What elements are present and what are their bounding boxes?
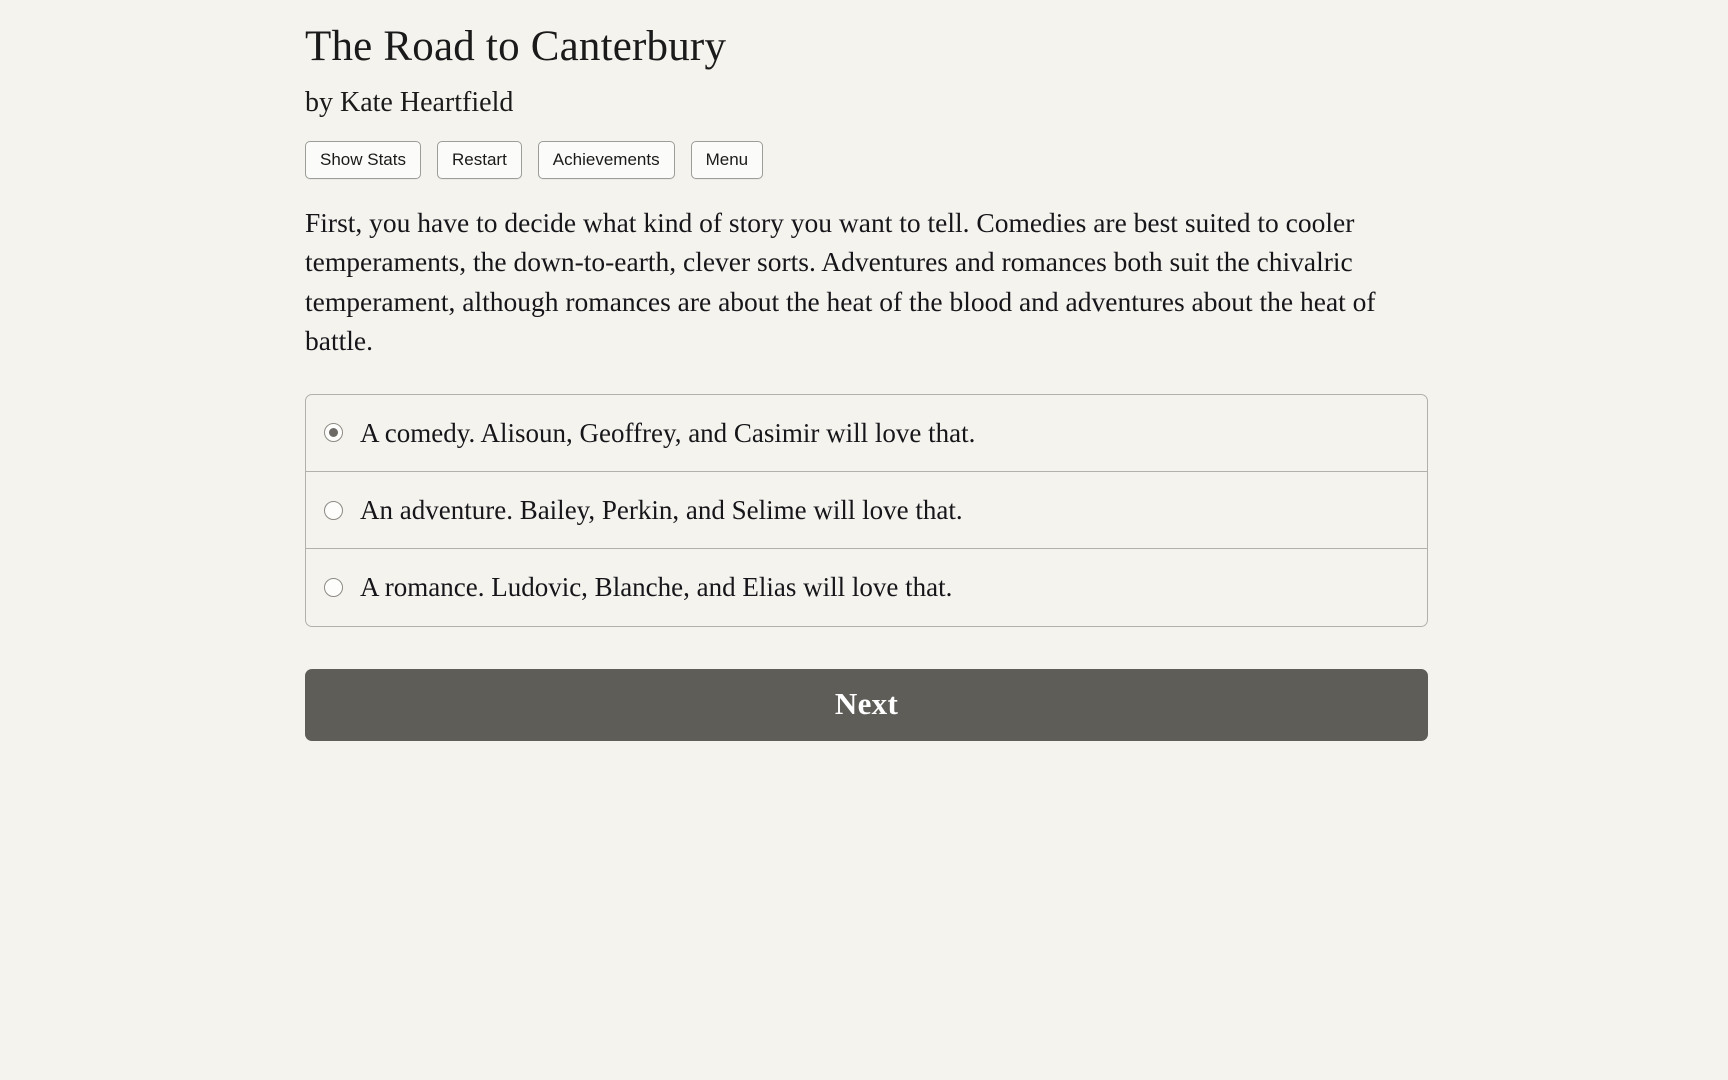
choice-label: An adventure. Bailey, Perkin, and Selime will love that. [360, 495, 963, 526]
radio-icon[interactable] [324, 578, 343, 597]
choice-option-3[interactable] [306, 549, 1427, 625]
achievements-button[interactable]: Achievements [538, 141, 675, 179]
choice-list [305, 394, 1428, 627]
next-button[interactable]: Next [305, 669, 1428, 741]
radio-icon[interactable] [324, 423, 343, 442]
story-paragraph: First, you have to decide what kind of story you want to tell. Comedies are best suited to cooler temperaments, the down-to-earth, clever sorts. Adventures and romances both suit the chivalric temperament, although romances are about the heat of the blood and adventures about the heat of battle. [305, 207, 1376, 356]
toolbar [305, 141, 1430, 179]
radio-icon[interactable] [324, 501, 343, 520]
restart-button[interactable]: Restart [437, 141, 522, 179]
content-container [305, 22, 1430, 741]
menu-button[interactable]: Menu [691, 141, 764, 179]
choice-label: A romance. Ludovic, Blanche, and Elias will love that. [360, 572, 953, 603]
choice-option-2[interactable] [306, 472, 1427, 549]
choice-label: A comedy. Alisoun, Geoffrey, and Casimir will love that. [360, 417, 976, 448]
choice-option-1[interactable] [306, 395, 1427, 472]
page-title: The Road to Canterbury [305, 23, 727, 70]
show-stats-button[interactable]: Show Stats [305, 141, 421, 179]
author-byline: by Kate Heartfield [305, 87, 514, 119]
